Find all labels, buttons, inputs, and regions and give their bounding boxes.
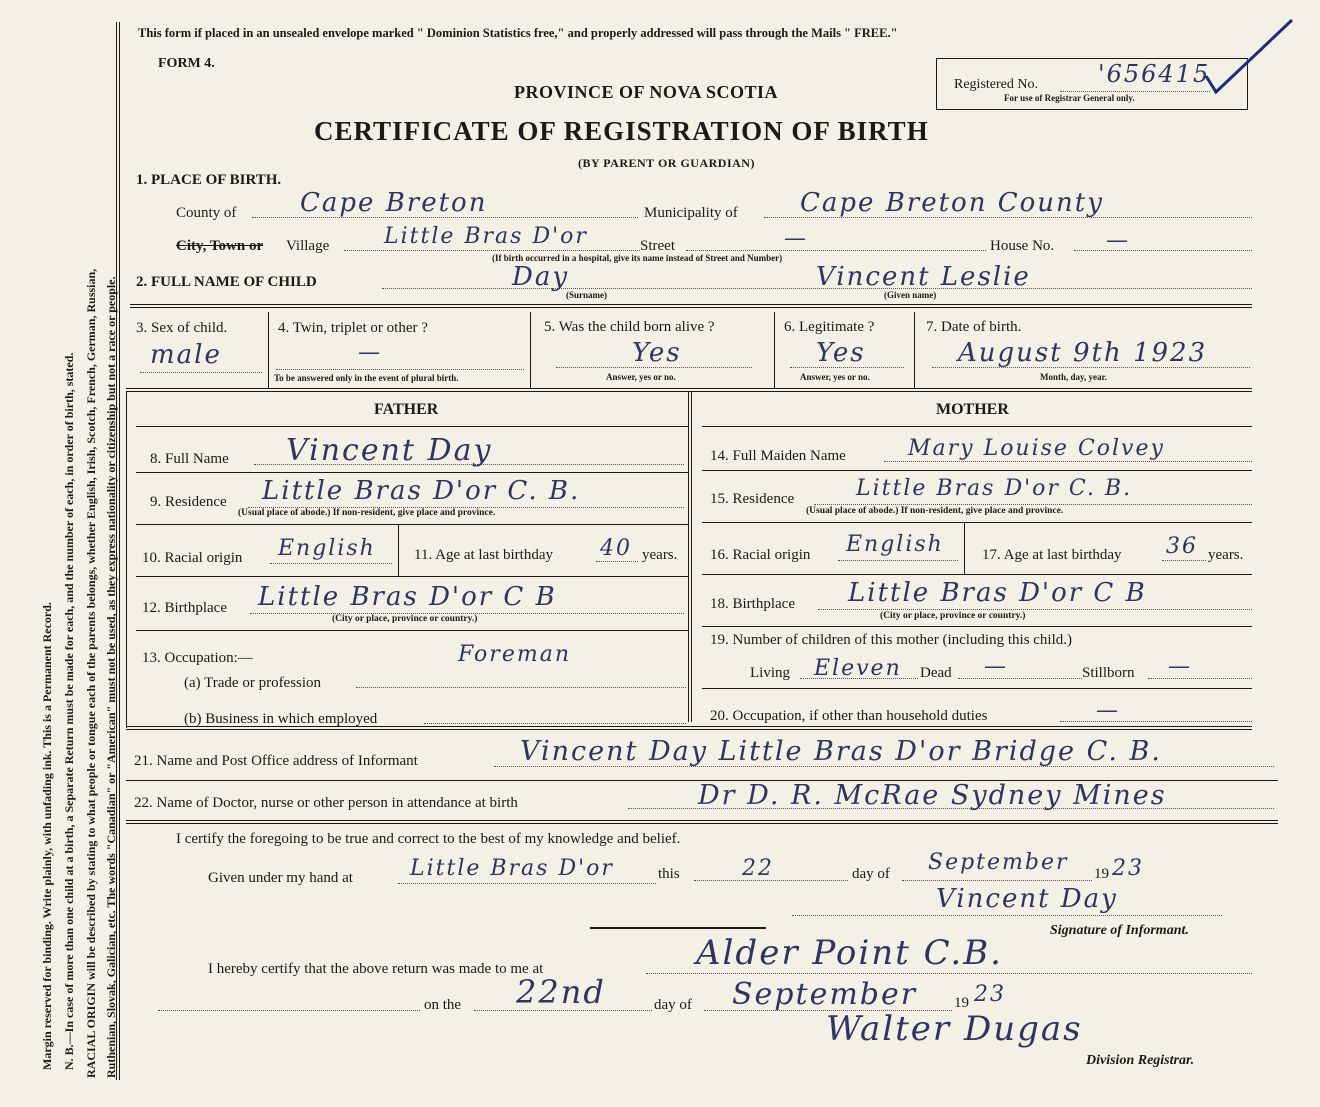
row-rule (136, 426, 688, 427)
margin-note-2: N. B.—In case of more than one child at a birth, a Separate Return must be made for each, and the number of each, in order of birth, stated. (62, 352, 76, 1070)
registrar-year-value: 23 (974, 982, 1006, 1007)
municipality-value: Cape Breton County (800, 188, 1104, 218)
mail-notice: This form if placed in an unsealed envelope marked " Dominion Statistics free," and properly addressed will pass through the Mails " FREE." (138, 26, 898, 40)
mother-age-line (1162, 560, 1206, 561)
mother-birthplace-note: (City or place, province or country.) (880, 611, 1026, 621)
registrar-signature-label: Division Registrar. (1086, 1053, 1195, 1068)
mother-birthplace-label: 18. Birthplace (710, 596, 795, 612)
doctor-value: Dr D. R. McRae Sydney Mines (698, 780, 1167, 811)
informant-signature-label: Signature of Informant. (1050, 923, 1189, 938)
row-rule (702, 426, 1252, 427)
registrar-year-prefix: 19 (954, 995, 969, 1011)
father-birthplace-value: Little Bras D'or C B (258, 582, 557, 612)
father-racial-line (270, 563, 392, 564)
sex-value: male (150, 340, 222, 370)
registrar-statement: I hereby certify that the above return was made to me at (208, 961, 544, 977)
living-value: Eleven (814, 656, 902, 681)
registrar-month-value: September (732, 977, 918, 1012)
father-occupation-value: Foreman (458, 642, 571, 667)
registered-dotline (1060, 91, 1210, 92)
binding-margin-rule (116, 22, 120, 1080)
registrar-place-line (646, 973, 1252, 974)
row-rule (702, 522, 1252, 523)
father-name-label: 8. Full Name (150, 451, 229, 467)
dead-value: — (984, 654, 1008, 679)
stillborn-value: — (1168, 654, 1192, 679)
mother-years-label: years. (1208, 547, 1244, 563)
mother-residence-value: Little Bras D'or C. B. (856, 476, 1133, 501)
child-name-label: 2. FULL NAME OF CHILD (136, 274, 317, 290)
surname-value: Day (512, 262, 570, 292)
mother-residence-note: (Usual place of abode.) If non-resident, give place and province. (806, 506, 1064, 516)
living-label: Living (750, 665, 790, 681)
page-subtitle: (BY PARENT OR GUARDIAN) (578, 156, 755, 170)
dob-value: August 9th 1923 (958, 338, 1208, 368)
rule (590, 927, 766, 929)
given-under-label: Given under my hand at (208, 870, 353, 886)
row-rule (702, 626, 1252, 627)
street-label: Street (640, 238, 675, 254)
mother-name-line (884, 461, 1252, 462)
doctor-label: 22. Name of Doctor, nurse or other person in attendance at birth (134, 795, 518, 811)
business-line (424, 723, 686, 724)
stillborn-line (1148, 678, 1252, 679)
margin-note-3: RACIAL ORIGIN will be described by stating to what people or tongue each of the parents belongs, whether English, Irish, Scotch, French, German, Russian, (84, 268, 98, 1078)
certification-statement: I certify the foregoing to be true and correct to the best of my knowledge and belief. (176, 831, 681, 847)
mother-residence-line (814, 504, 1252, 505)
registrar-day-value: 22nd (516, 973, 606, 1011)
province-heading: PROVINCE OF NOVA SCOTIA (514, 82, 779, 102)
dob-label: 7. Date of birth. (926, 319, 1022, 335)
twin-value: — (358, 340, 382, 365)
father-age-line (596, 561, 638, 562)
house-line (1074, 250, 1252, 251)
row-rule (136, 472, 688, 473)
village-value: Little Bras D'or (384, 224, 588, 249)
registrar-blank-line (158, 1010, 420, 1011)
margin-note-1: Margin reserved for binding. Write plainly, with unfading ink. This is a Permanent Record. (40, 602, 54, 1070)
business-label: (b) Business in which employed (184, 711, 378, 727)
row-rule (702, 470, 1252, 471)
street-value: — (784, 226, 808, 251)
mother-age-label: 17. Age at last birthday (982, 547, 1122, 563)
place-of-birth-heading: 1. PLACE OF BIRTH. (136, 172, 282, 188)
legitimate-line (790, 367, 904, 368)
given-day-value: 22 (742, 856, 774, 881)
informant-value: Vincent Day Little Bras D'or Bridge C. B. (520, 736, 1162, 767)
mother-racial-label: 16. Racial origin (710, 547, 811, 563)
given-place-line (398, 883, 656, 884)
stillborn-label: Stillborn (1082, 665, 1135, 681)
informant-signature: Vincent Day (936, 884, 1118, 914)
county-value: Cape Breton (300, 188, 488, 218)
mother-occupation-line (1060, 721, 1252, 722)
father-residence-value: Little Bras D'or C. B. (262, 476, 581, 506)
section-divider (126, 820, 1278, 824)
given-month-value: September (928, 850, 1069, 875)
alive-label: 5. Was the child born alive ? (544, 319, 715, 335)
father-mother-divider (688, 392, 692, 722)
registered-label: Registered No. (954, 77, 1038, 92)
father-birthplace-note: (City or place, province or country.) (332, 614, 478, 624)
dead-line (958, 678, 1082, 679)
given-name-value: Vincent Leslie (816, 262, 1031, 292)
father-racial-value: English (278, 536, 376, 561)
father-residence-note: (Usual place of abode.) If non-resident, give place and province. (238, 508, 496, 518)
form-number: FORM 4. (158, 56, 215, 71)
legitimate-note: Answer, yes or no. (800, 372, 870, 382)
mother-racial-value: English (846, 532, 944, 557)
dob-note: Month, day, year. (1040, 372, 1107, 382)
house-value: — (1106, 228, 1130, 253)
mother-racial-line (838, 560, 958, 561)
father-heading: FATHER (374, 401, 439, 418)
alive-line (556, 367, 752, 368)
twin-line (276, 369, 524, 370)
mother-birthplace-value: Little Bras D'or C B (848, 578, 1147, 608)
row-rule (702, 574, 1252, 575)
check-mark-icon (1200, 14, 1300, 96)
dead-label: Dead (920, 665, 952, 681)
father-racial-label: 10. Racial origin (142, 550, 243, 566)
trade-label: (a) Trade or profession (184, 675, 322, 691)
trade-line (356, 687, 686, 688)
father-years-label: years. (642, 547, 678, 563)
left-rule (126, 392, 127, 728)
cell-divider (964, 522, 965, 574)
section-divider (130, 304, 1252, 308)
informant-signature-line (792, 915, 1222, 916)
given-place-value: Little Bras D'or (410, 856, 614, 881)
row-rule (136, 630, 688, 631)
cell-divider (268, 312, 269, 388)
mother-residence-label: 15. Residence (710, 491, 795, 507)
legitimate-label: 6. Legitimate ? (784, 319, 875, 335)
given-year-prefix: 19 (1094, 866, 1109, 882)
city-town-label: City, Town or (176, 238, 264, 254)
sex-line (140, 372, 262, 373)
father-residence-label: 9. Residence (150, 494, 227, 510)
legitimate-value: Yes (816, 338, 866, 368)
mother-name-label: 14. Full Maiden Name (710, 448, 846, 464)
alive-note: Answer, yes or no. (606, 372, 676, 382)
father-age-value: 40 (600, 536, 632, 561)
row-rule (702, 688, 1252, 689)
given-year-value: 23 (1112, 856, 1144, 881)
twin-label: 4. Twin, triplet or other ? (278, 320, 428, 336)
hospital-note: (If birth occurred in a hospital, give its name instead of Street and Number) (492, 253, 783, 263)
on-the-label: on the (424, 997, 462, 1013)
mother-age-value: 36 (1166, 534, 1198, 559)
registrar-note: For use of Registrar General only. (1004, 93, 1135, 103)
registered-value: '656415 (1098, 60, 1211, 88)
sex-label: 3. Sex of child. (136, 320, 228, 336)
alive-value: Yes (632, 338, 682, 368)
father-birthplace-label: 12. Birthplace (142, 600, 227, 616)
informant-label: 21. Name and Post Office address of Informant (134, 753, 418, 769)
twin-note: To be answered only in the event of plural birth. (274, 373, 459, 383)
cell-divider (530, 312, 531, 388)
row-rule (136, 524, 688, 525)
page-title: CERTIFICATE OF REGISTRATION OF BIRTH (314, 116, 929, 146)
father-age-label: 11. Age at last birthday (414, 547, 553, 563)
mother-heading: MOTHER (936, 401, 1009, 418)
mother-occupation-label: 20. Occupation, if other than household duties (710, 708, 988, 724)
surname-caption: (Surname) (566, 290, 607, 300)
row-rule (136, 576, 688, 577)
cell-divider (398, 524, 399, 576)
children-label: 19. Number of children of this mother (including this child.) (710, 632, 1073, 648)
municipality-label: Municipality of (644, 205, 738, 221)
village-line (344, 250, 640, 251)
house-label: House No. (990, 238, 1055, 254)
mother-birthplace-line (818, 609, 1252, 610)
father-occupation-label: 13. Occupation:— (142, 650, 253, 666)
mother-name-value: Mary Louise Colvey (908, 436, 1165, 461)
this-label: this (658, 866, 680, 882)
cell-divider (774, 312, 775, 388)
village-label: Village (286, 238, 330, 254)
registrar-signature: Walter Dugas (826, 1009, 1083, 1049)
cell-divider (914, 312, 915, 388)
registrar-day-of-label: day of (654, 997, 692, 1013)
mother-occupation-value: — (1096, 698, 1120, 723)
margin-notes (0, 0, 118, 1078)
section-divider (126, 726, 1252, 730)
given-month-line (902, 880, 1092, 881)
given-day-of-label: day of (852, 866, 890, 882)
father-name-value: Vincent Day (286, 433, 493, 468)
margin-note-4: Ruthenian, Slovak, Galician, etc. The words "Canadian" or "American" must not be used, as they express nationality or citizenship but not a race or people. (104, 276, 118, 1078)
dob-line (932, 367, 1250, 368)
registrar-place-value: Alder Point C.B. (696, 933, 1003, 973)
county-label: County of (176, 205, 237, 221)
street-line (686, 250, 986, 251)
given-name-caption: (Given name) (884, 290, 937, 300)
